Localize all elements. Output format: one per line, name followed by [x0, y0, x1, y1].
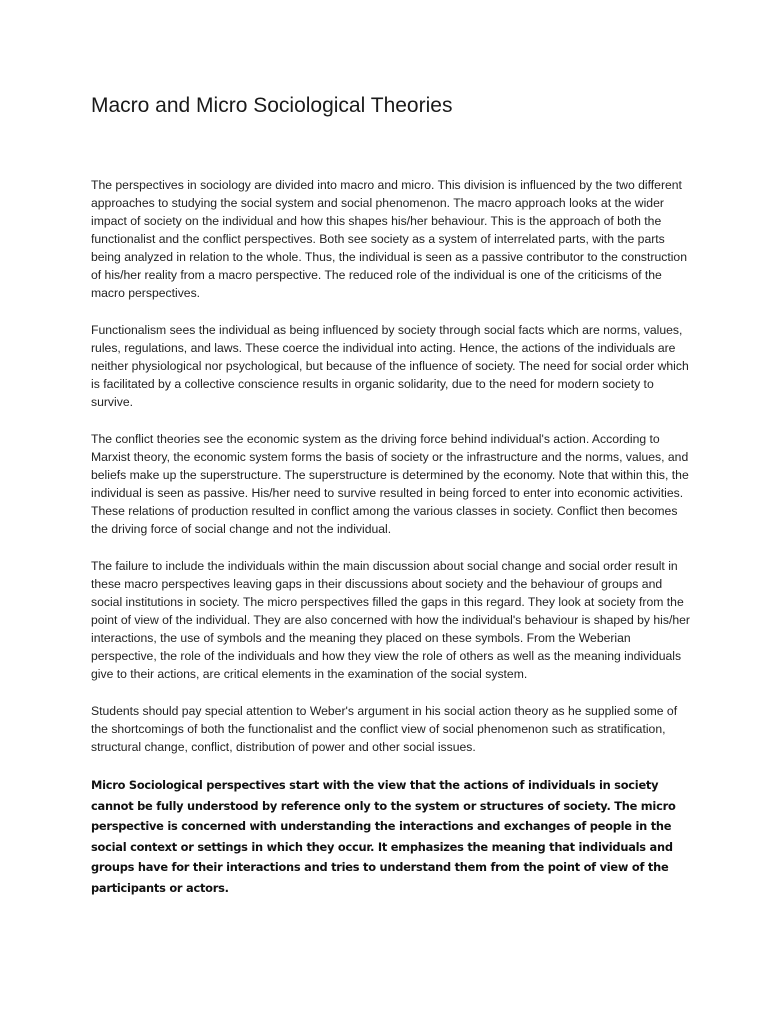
paragraph-micro-perspectives-gap: The failure to include the individuals within the main discussion about social change and social order result in these macro perspectives leaving gaps in their discussions about society and the behaviour of groups and social institutions in society. The micro perspectives filled the gaps in this regard. They look at society from the point of view of the individual. They are also concerned with how the individual's behaviour is shaped by his/her interactions, the use of symbols and the meaning they placed on these symbols. From the Weberian perspective, the role of the individuals and how they view the role of others as well as the meaning individuals give to their actions, are critical elements in the examination of the social system.: [91, 559, 690, 681]
paragraph-weber-social-action: Students should pay special attention to Weber's argument in his social action theory as he supplied some of the shortcomings of both the functionalist and the conflict view of social phenomenon such as stratification, structural change, conflict, distribution of power and other social issues.: [91, 704, 678, 754]
document-body: [91, 176, 691, 917]
paragraph-conflict-theories: The conflict theories see the economic system as the driving force behind individual's action. According to Marxist theory, the economic system forms the basis of society or the infrastructure and the norms, values, and beliefs make up the superstructure. The superstructure is determined by the economy. Note that within this, the individual is seen as passive. His/her need to survive resulted in being forced to enter into economic activities. These relations of production resulted in conflict among the various classes in society. Conflict then becomes the driving force of social change and not the individual.: [91, 432, 689, 536]
paragraph-functionalism: Functionalism sees the individual as being influenced by society through social facts which are norms, values, rules, regulations, and laws. These coerce the individual into acting. Hence, the actions of the individuals are neither physiological nor psychological, but because of the influence of society. The need for social order which is facilitated by a collective conscience results in organic solidarity, due to the need for modern society to survive.: [91, 323, 689, 409]
paragraph-macro-micro-intro: The perspectives in sociology are divided into macro and micro. This division is influenced by the two different approaches to studying the social system and social phenomenon. The macro approach looks at the wider impact of society on the individual and how this shapes his/her behaviour. This is the approach of both the functionalist and the conflict perspectives. Both see society as a system of interrelated parts, with the parts being analyzed in relation to the whole. Thus, the individual is seen as a passive contributor to the construction of his/her reality from a macro perspective. The reduced role of the individual is one of the criticisms of the macro perspectives.: [91, 178, 687, 300]
paragraph-micro-sociological-bold: Micro Sociological perspectives start with the view that the actions of individuals in society cannot be fully understood by reference only to the system or structures of society. The micro perspective is concerned with understanding the interactions and exchanges of people in the social context or settings in which they occur. It emphasizes the meaning that individuals and groups have for their interactions and tries to understand them from the point of view of the participants or actors.: [91, 778, 676, 895]
document-title: Macro and Micro Sociological Theories: [91, 94, 453, 117]
